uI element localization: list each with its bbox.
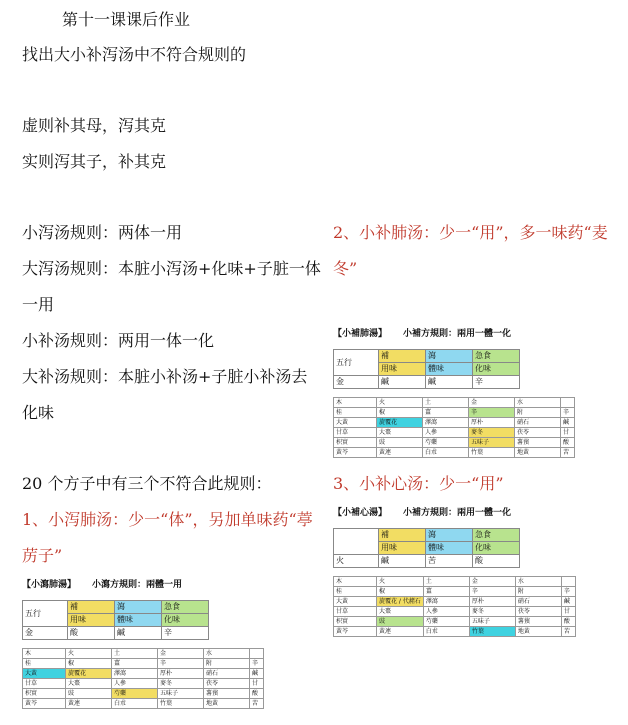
table-cell: 硝石 [204,669,250,679]
table-cell: 椒 [377,408,423,418]
table-cell: 黃連 [377,448,423,458]
cell-yongwei: 用味 [68,614,115,627]
figure-title [333,506,576,520]
table-cell: 附 [515,408,561,418]
table-cell: 五味子 [469,438,515,448]
table-cell: 甘 [561,607,575,617]
table-cell: 水 [204,649,250,659]
table-row [334,607,576,617]
table-cell: 芍藥 [423,438,469,448]
table-cell: 鹹 [561,418,575,428]
table-cell: 鹹 [561,597,575,607]
table-cell: 酸 [561,617,575,627]
table-cell: 薯蕷 [515,617,561,627]
table-cell [561,398,575,408]
table-cell: 土 [423,577,469,587]
table-row [334,428,575,438]
table-cell: 黃連 [377,627,424,637]
cell-element: 火 [334,555,379,568]
table-row [334,398,575,408]
cell-taste: 鹹 [426,376,473,389]
table-row [334,587,576,597]
herb-table [22,648,264,709]
table-cell: 旋覆花 [66,669,112,679]
table-row [23,689,264,699]
table-cell: 旋覆花 / 代赭石 [377,597,424,607]
rule-large-tonify-cont: 化味 [22,403,55,422]
table-cell: 火 [377,398,423,408]
table-row [23,649,264,659]
rule-small-tonify: 小补汤规则：两用一体一化 [22,331,215,350]
table-cell: 苦 [561,448,575,458]
table-cell: 黃連 [66,699,112,709]
table-cell: 茯苓 [515,607,561,617]
figure-small-tonify-lung [333,327,575,458]
table-cell: 薑 [423,587,469,597]
table-cell: 豉 [377,617,424,627]
table-cell: 桂 [334,408,377,418]
answer-3-line: 3、小补心汤：少一“用” [333,474,504,493]
table-cell: 酸 [250,689,264,699]
table-cell: 茯苓 [204,679,250,689]
cell-tiwei: 體味 [426,363,473,376]
table-cell: 人參 [112,679,158,689]
task-line: 找出大小补泻汤中不符合规则的 [22,45,247,64]
table-cell: 辛 [561,587,575,597]
cell-taste: 鹹 [115,627,162,640]
table-cell: 甘 [561,428,575,438]
table-cell: 黃芩 [334,627,377,637]
cell-taste: 辛 [473,376,520,389]
rule-large-purge: 大泻汤规则：本脏小泻汤+化味+子脏一体 [22,259,321,278]
table-cell: 竹葉 [469,448,515,458]
figure-small-tonify-heart [333,506,576,637]
cell-taste: 辛 [162,627,209,640]
table-cell: 人參 [423,428,469,438]
table-cell: 竹葉 [469,627,515,637]
table-cell: 甘草 [23,679,66,689]
cell-taste: 鹹 [379,555,426,568]
table-cell: 大棗 [377,428,423,438]
cell-tiwei: 體味 [115,614,162,627]
table-row [23,699,264,709]
table-cell: 澤瀉 [423,418,469,428]
color-table [22,600,209,640]
table-cell: 枳實 [334,438,377,448]
table-row [334,577,576,587]
table-cell: 木 [23,649,66,659]
table-cell: 甘草 [334,428,377,438]
cell-xie: 瀉 [426,529,473,542]
figure-name: 【小補心湯】 [333,508,388,518]
wuxing-label: 五行 [334,350,379,376]
table-cell: 白朮 [112,699,158,709]
table-cell: 木 [334,577,377,587]
table-cell: 大棗 [377,607,424,617]
cell-xie: 瀉 [115,601,162,614]
answer-1-line2: 苈子” [22,546,63,565]
table-cell: 水 [515,577,561,587]
answer-2-line2: 冬” [333,259,358,278]
cell-xie: 瀉 [426,350,473,363]
cell-tiwei: 體味 [426,542,473,555]
table-cell: 辛 [561,408,575,418]
figure-title [333,327,575,341]
table-cell: 木 [334,398,377,408]
table-cell: 豉 [66,689,112,699]
table-cell: 水 [515,398,561,408]
table-cell: 地黃 [515,627,561,637]
table-cell: 辛 [469,587,515,597]
table-cell: 大黃 [334,418,377,428]
table-cell: 茯苓 [515,428,561,438]
table-cell [561,577,575,587]
table-cell: 麥冬 [469,428,515,438]
table-cell: 地黃 [204,699,250,709]
cell-jishi: 急食 [162,601,209,614]
table-row [23,669,264,679]
cell-jishi: 急食 [473,529,520,542]
figure-name: 【小補肺湯】 [333,329,388,339]
table-cell: 地黃 [515,448,561,458]
table-cell: 硝石 [515,418,561,428]
table-row [334,418,575,428]
cell-yongwei: 用味 [379,542,426,555]
table-cell: 辛 [250,659,264,669]
table-cell: 厚朴 [158,669,204,679]
principle-deficiency: 虚则补其母，泻其克 [22,116,167,135]
table-cell: 五味子 [158,689,204,699]
table-cell: 薑 [112,659,158,669]
table-cell: 芍藥 [423,617,469,627]
wuxing-label [334,529,379,555]
cell-huawei: 化味 [473,363,520,376]
table-cell: 黃芩 [334,448,377,458]
cell-yongwei: 用味 [379,363,426,376]
cell-element: 金 [23,627,68,640]
table-cell: 甘草 [334,607,377,617]
table-cell: 硝石 [515,597,561,607]
figure-rule: 小補方規則：兩用一體一化 [403,508,512,518]
table-cell: 澤瀉 [112,669,158,679]
answer-1-line1: 1、小泻肺汤：少一“体”，另加单味药“葶 [22,510,313,529]
figure-title [22,578,264,592]
color-table [333,349,520,389]
cell-bu: 補 [379,529,426,542]
table-cell: 白朮 [423,448,469,458]
table-row [23,679,264,689]
table-cell: 厚朴 [469,418,515,428]
herb-table [333,397,575,458]
rule-small-purge: 小泻汤规则：两体一用 [22,223,183,242]
table-cell: 大黃 [334,597,377,607]
table-cell: 豉 [377,438,423,448]
cell-taste: 酸 [473,555,520,568]
table-cell: 厚朴 [469,597,515,607]
table-cell: 土 [423,398,469,408]
principle-excess: 实则泻其子，补其克 [22,152,167,171]
table-cell: 桂 [23,659,66,669]
table-cell: 附 [204,659,250,669]
cell-taste: 鹹 [379,376,426,389]
table-cell: 附 [515,587,561,597]
table-cell: 苦 [250,699,264,709]
table-cell: 辛 [158,659,204,669]
table-cell: 麥冬 [469,607,515,617]
table-cell: 竹葉 [158,699,204,709]
table-row [334,438,575,448]
cell-huawei: 化味 [162,614,209,627]
cell-huawei: 化味 [473,542,520,555]
table-cell: 薯蕷 [515,438,561,448]
table-cell: 椒 [377,587,424,597]
table-cell: 枳實 [334,617,377,627]
table-cell: 旋覆花 [377,418,423,428]
table-cell: 人參 [423,607,469,617]
cell-jishi: 急食 [473,350,520,363]
table-cell: 薯蕷 [204,689,250,699]
wuxing-label: 五行 [23,601,68,627]
rule-large-tonify: 大补汤规则：本脏小补汤+子脏小补汤去 [22,367,308,386]
table-row [334,617,576,627]
figure-rule: 小瀉方規則：兩體一用 [92,580,183,590]
table-cell: 芍藥 [112,689,158,699]
table-row [334,627,576,637]
page-title: 第十一课课后作业 [62,10,191,29]
color-table [333,528,520,568]
answer-2-line1: 2、小补肺汤：少一“用”，多一味药“麦 [333,223,608,242]
table-cell: 澤瀉 [423,597,469,607]
cell-element: 金 [334,376,379,389]
table-cell: 黃芩 [23,699,66,709]
table-cell: 火 [66,649,112,659]
table-cell: 大棗 [66,679,112,689]
table-cell: 苦 [561,627,575,637]
herb-table [333,576,576,637]
table-cell: 桂 [334,587,377,597]
table-cell: 金 [469,577,515,587]
table-cell: 椒 [66,659,112,669]
table-cell: 大黃 [23,669,66,679]
figure-name: 【小瀉肺湯】 [22,580,77,590]
cell-bu: 補 [68,601,115,614]
figure-small-purge-lung [22,578,264,709]
cell-taste: 苦 [426,555,473,568]
table-cell: 辛 [469,408,515,418]
table-row [23,659,264,669]
table-cell: 土 [112,649,158,659]
table-cell: 麥冬 [158,679,204,689]
figure-rule: 小補方規則：兩用一體一化 [403,329,512,339]
table-cell: 金 [158,649,204,659]
table-cell: 酸 [561,438,575,448]
table-cell: 火 [377,577,424,587]
rule-large-purge-cont: 一用 [22,295,55,314]
table-cell: 鹹 [250,669,264,679]
table-cell: 金 [469,398,515,408]
cell-bu: 補 [379,350,426,363]
table-row [334,597,576,607]
cell-taste: 酸 [68,627,115,640]
table-cell: 五味子 [469,617,515,627]
summary-line: 20 个方子中有三个不符合此规则： [22,474,272,493]
table-cell: 白朮 [423,627,469,637]
table-cell [250,649,264,659]
table-row [334,448,575,458]
table-row [334,408,575,418]
table-cell: 薑 [423,408,469,418]
table-cell: 甘 [250,679,264,689]
table-cell: 枳實 [23,689,66,699]
